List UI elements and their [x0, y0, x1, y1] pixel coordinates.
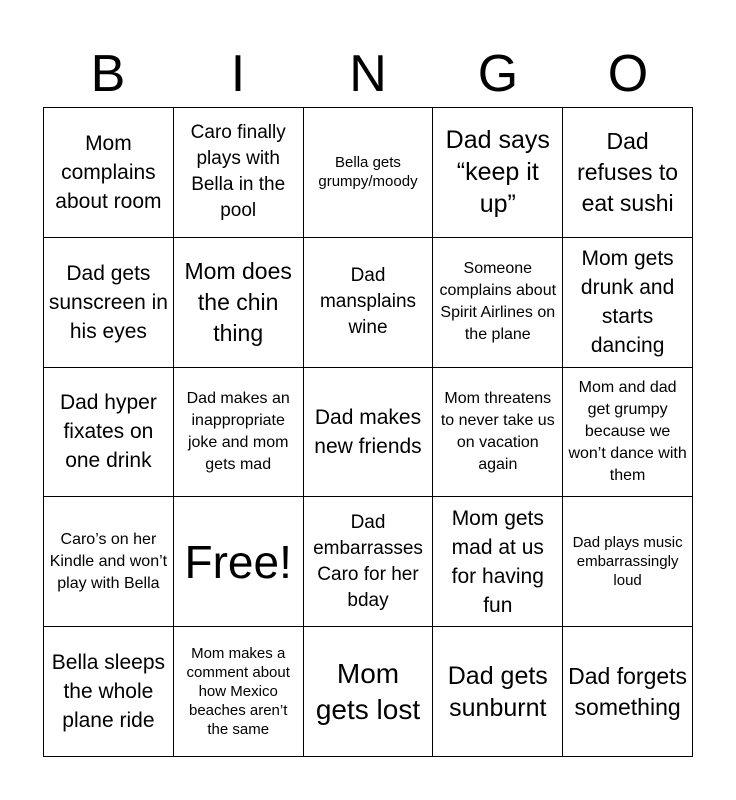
cell-text: Mom complains about room	[55, 131, 162, 213]
bingo-cell[interactable]	[433, 497, 563, 627]
bingo-cell[interactable]	[563, 238, 693, 368]
cell-text: Mom does the chin thing	[184, 257, 292, 346]
cell-text: Bella sleeps the whole plane ride	[51, 651, 166, 733]
cell-text: Mom threatens to never take us on vacation again	[440, 389, 555, 473]
bingo-cell[interactable]	[304, 627, 434, 757]
bingo-cell[interactable]	[563, 108, 693, 238]
bingo-cell[interactable]	[44, 497, 174, 627]
cell-text: Dad makes new friends	[314, 405, 422, 458]
bingo-cell[interactable]	[174, 238, 304, 368]
cell-text: Dad plays music embarrassingly loud	[572, 534, 683, 590]
cell-text: Mom and dad get grumpy because we won’t dance with them	[568, 378, 687, 484]
bingo-cell[interactable]	[44, 368, 174, 498]
free-text: Free!	[184, 535, 292, 588]
cell-text: Dad says “keep it up”	[445, 126, 550, 219]
cell-text: Dad hyper fixates on one drink	[59, 391, 157, 473]
bingo-board	[43, 107, 693, 757]
cell-text: Mom makes a comment about how Mexico beaches aren’t the same	[186, 645, 290, 739]
bingo-cell[interactable]	[304, 108, 434, 238]
bingo-cell[interactable]	[174, 368, 304, 498]
bingo-cell[interactable]	[433, 108, 563, 238]
header-letter-o: O	[607, 45, 649, 103]
bingo-cell[interactable]	[433, 627, 563, 757]
bingo-cell[interactable]	[433, 238, 563, 368]
bingo-cell[interactable]	[44, 627, 174, 757]
bingo-cell[interactable]	[563, 627, 693, 757]
cell-text: Mom gets drunk and starts dancing	[580, 247, 675, 358]
cell-text: Dad mansplains wine	[319, 265, 417, 339]
bingo-cell[interactable]	[174, 108, 304, 238]
bingo-header	[43, 40, 693, 108]
header-letter-g: G	[477, 45, 519, 103]
cell-text: Caro finally plays with Bella in the pool	[190, 122, 286, 222]
cell-text: Mom gets mad at us for having fun	[451, 506, 544, 617]
bingo-cell[interactable]	[304, 497, 434, 627]
bingo-cell[interactable]	[44, 238, 174, 368]
free-cell[interactable]	[174, 497, 304, 627]
cell-text: Caro’s on her Kindle and won’t play with Bella	[49, 530, 168, 592]
bingo-cell[interactable]	[433, 368, 563, 498]
bingo-cell[interactable]	[563, 368, 693, 498]
cell-text: Bella gets grumpy/moody	[318, 154, 418, 191]
header-letter-b: B	[90, 45, 126, 103]
cell-text: Dad gets sunburnt	[447, 661, 548, 722]
cell-text: Someone complains about Spirit Airlines on the plane	[439, 260, 557, 344]
bingo-cell[interactable]	[563, 497, 693, 627]
cell-text: Dad forgets something	[568, 662, 688, 720]
header-letter-n: N	[349, 45, 387, 103]
bingo-cell[interactable]	[304, 238, 434, 368]
cell-text: Dad gets sunscreen in his eyes	[48, 261, 168, 343]
cell-text: Mom gets lost	[315, 657, 421, 725]
cell-text: Dad makes an inappropriate joke and mom gets mad	[186, 389, 290, 473]
bingo-cell[interactable]	[44, 108, 174, 238]
bingo-cell[interactable]	[174, 627, 304, 757]
bingo-cell[interactable]	[304, 368, 434, 498]
cell-text: Dad refuses to eat sushi	[577, 127, 679, 216]
header-letter-i: I	[230, 45, 246, 103]
cell-text: Dad embarrasses Caro for her bday	[313, 511, 423, 611]
